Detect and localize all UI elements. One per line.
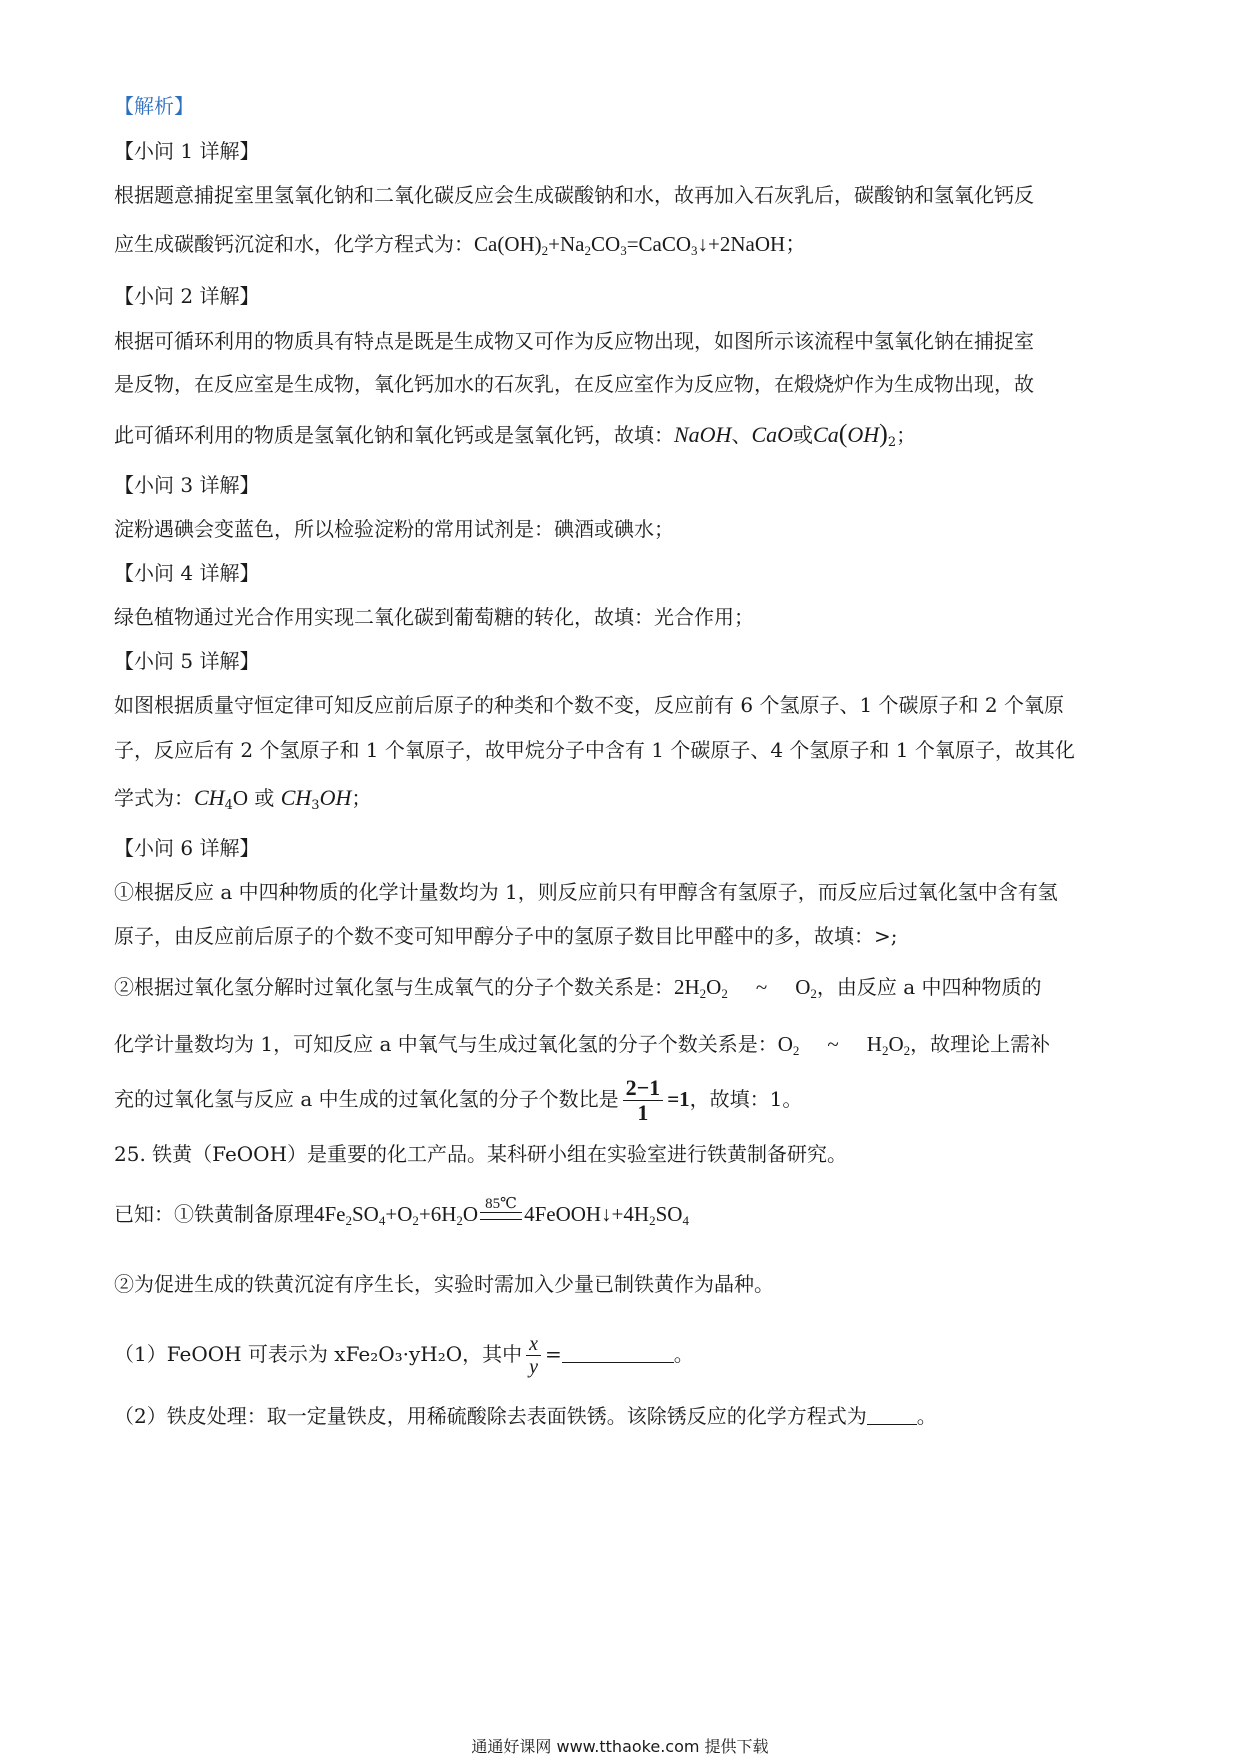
q5-answer-formula: CH	[194, 785, 225, 810]
q25-known-1: 已知：①铁黄制备原理$4Fe_2SO_4+O_2+6H_2O$ 85℃ $4FeOOH↓+4H_2SO_4$	[114, 1196, 689, 1228]
q2-line-1: 根据可循环利用的物质具有特点是既是生成物又可作为反应物出现，如图所示该流程中氢氧化钠在捕捉室	[114, 329, 1034, 353]
q5-title: 【小问 5 详解】	[114, 649, 260, 673]
q1-line-2	[114, 230, 806, 258]
q5-line-3: 学式为：$CH_4O$ 或 $CH_3OH$；	[114, 785, 372, 813]
q5-line-2: 子，反应后有 2 个氢原子和 1 个氧原子，故甲烷分子中含有 1 个碳原子、4 个氢原子和 1 个氧原子，故其化	[114, 738, 1075, 762]
q6-line-2: 原子，由反应前后原子的个数不变可知甲醇分子中的氢原子数目比甲醛中的多，故填：>;	[114, 924, 898, 948]
q25-part-2: （2）铁皮处理：取一定量铁皮，用稀硫酸除去表面铁锈。该除锈反应的化学方程式为 。	[114, 1404, 937, 1428]
q6-title: 【小问 6 详解】	[114, 836, 260, 860]
q1-title: 【小问 1 详解】	[114, 139, 260, 163]
q6-ratio-2: $O_2$ ~ $H_2O_2$	[777, 1032, 911, 1058]
q6-fraction: $\frac{2-1}{1}$	[623, 1076, 664, 1125]
q6-ratio-1: $2H_2O_2$ ~ $O_2$	[674, 975, 817, 1001]
q5-line-3-text: 学式为：	[114, 786, 194, 810]
q3-line-1: 淀粉遇碘会变蓝色，所以检验淀粉的常用试剂是：碘酒或碘水；	[114, 517, 674, 541]
q1-line-2-text: 应生成碳酸钙沉淀和水，化学方程式为：	[114, 232, 474, 256]
q25-part-1: （1）FeOOH 可表示为 xFe₂O₃·yH₂O，其中 $\frac{x}{y}$ = 。	[114, 1333, 694, 1378]
q25-reaction-equation: $4Fe_2SO_4+O_2+6H_2O$ 85℃ $4FeOOH↓+4H_2SO_4$	[314, 1196, 689, 1228]
q2-title: 【小问 2 详解】	[114, 284, 260, 308]
x-over-y-fraction: $\frac{x}{y}$	[526, 1333, 541, 1378]
q1-equation: $Ca(OH)_2+Na_2CO_3=CaCO_3↓+2NaOH$；	[474, 232, 807, 258]
q2-line-2: 是反物，在反应室是生成物，氧化钙加水的石灰乳，在反应室作为反应物，在煅烧炉作为生成物出现，故	[114, 372, 1034, 396]
footer-credit: 通通好课网 www.tthaoke.com 提供下载	[471, 1737, 769, 1756]
q1-line-1: 根据题意捕捉室里氢氧化钠和二氧化碳反应会生成碳酸钠和水，故再加入石灰乳后，碳酸钠和氢氧化钙反	[114, 183, 1034, 207]
q4-title: 【小问 4 详解】	[114, 561, 260, 585]
q2-answer-formula: NaOH	[674, 422, 732, 447]
q6-line-4: 化学计量数均为 1，可知反应 a 中氧气与生成过氧化氢的分子个数关系是：$O_2$ ~ $H_2O_2$，故理论上需补	[114, 1032, 1051, 1058]
q2-line-3-text: 此可循环利用的物质是氢氧化钠和氧化钙或是氢氧化钙，故填：	[114, 423, 674, 447]
q2-line-3: 此可循环利用的物质是氢氧化钠和氧化钙或是氢氧化钙，故填：NaOH、CaO或$Ca(OH)_2$；	[114, 419, 917, 450]
q25-intro: 25. 铁黄（FeOOH）是重要的化工产品。某科研小组在实验室进行铁黄制备研究。	[114, 1142, 848, 1166]
q3-title: 【小问 3 详解】	[114, 473, 260, 497]
q6-line-5: 充的过氧化氢与反应 a 中生成的过氧化氢的分子个数比是 $\frac{2-1}{1}$ =1，故填：1。	[114, 1075, 803, 1125]
answer-blank-1[interactable]	[562, 1342, 674, 1363]
q6-line-3: ②根据过氧化氢分解时过氧化氢与生成氧气的分子个数关系是：$2H_2O_2$ ~ $O_2$，由反应 a 中四种物质的	[114, 975, 1042, 1001]
q5-line-1: 如图根据质量守恒定律可知反应前后原子的种类和个数不变，反应前有 6 个氢原子、1 个碳原子和 2 个氧原	[114, 693, 1064, 717]
q6-line-1: ①根据反应 a 中四种物质的化学计量数均为 1，则反应前只有甲醇含有氢原子，而反应后过氧化氢中含有氢	[114, 880, 1058, 904]
answer-blank-2[interactable]	[867, 1404, 917, 1425]
analysis-header: 【解析】	[114, 94, 194, 118]
q25-known-2: ②为促进生成的铁黄沉淀有序生长，实验时需加入少量已制铁黄作为晶种。	[114, 1272, 774, 1296]
reaction-condition: 85℃	[480, 1196, 522, 1228]
q4-line-1: 绿色植物通过光合作用实现二氧化碳到葡萄糖的转化，故填：光合作用；	[114, 605, 754, 629]
